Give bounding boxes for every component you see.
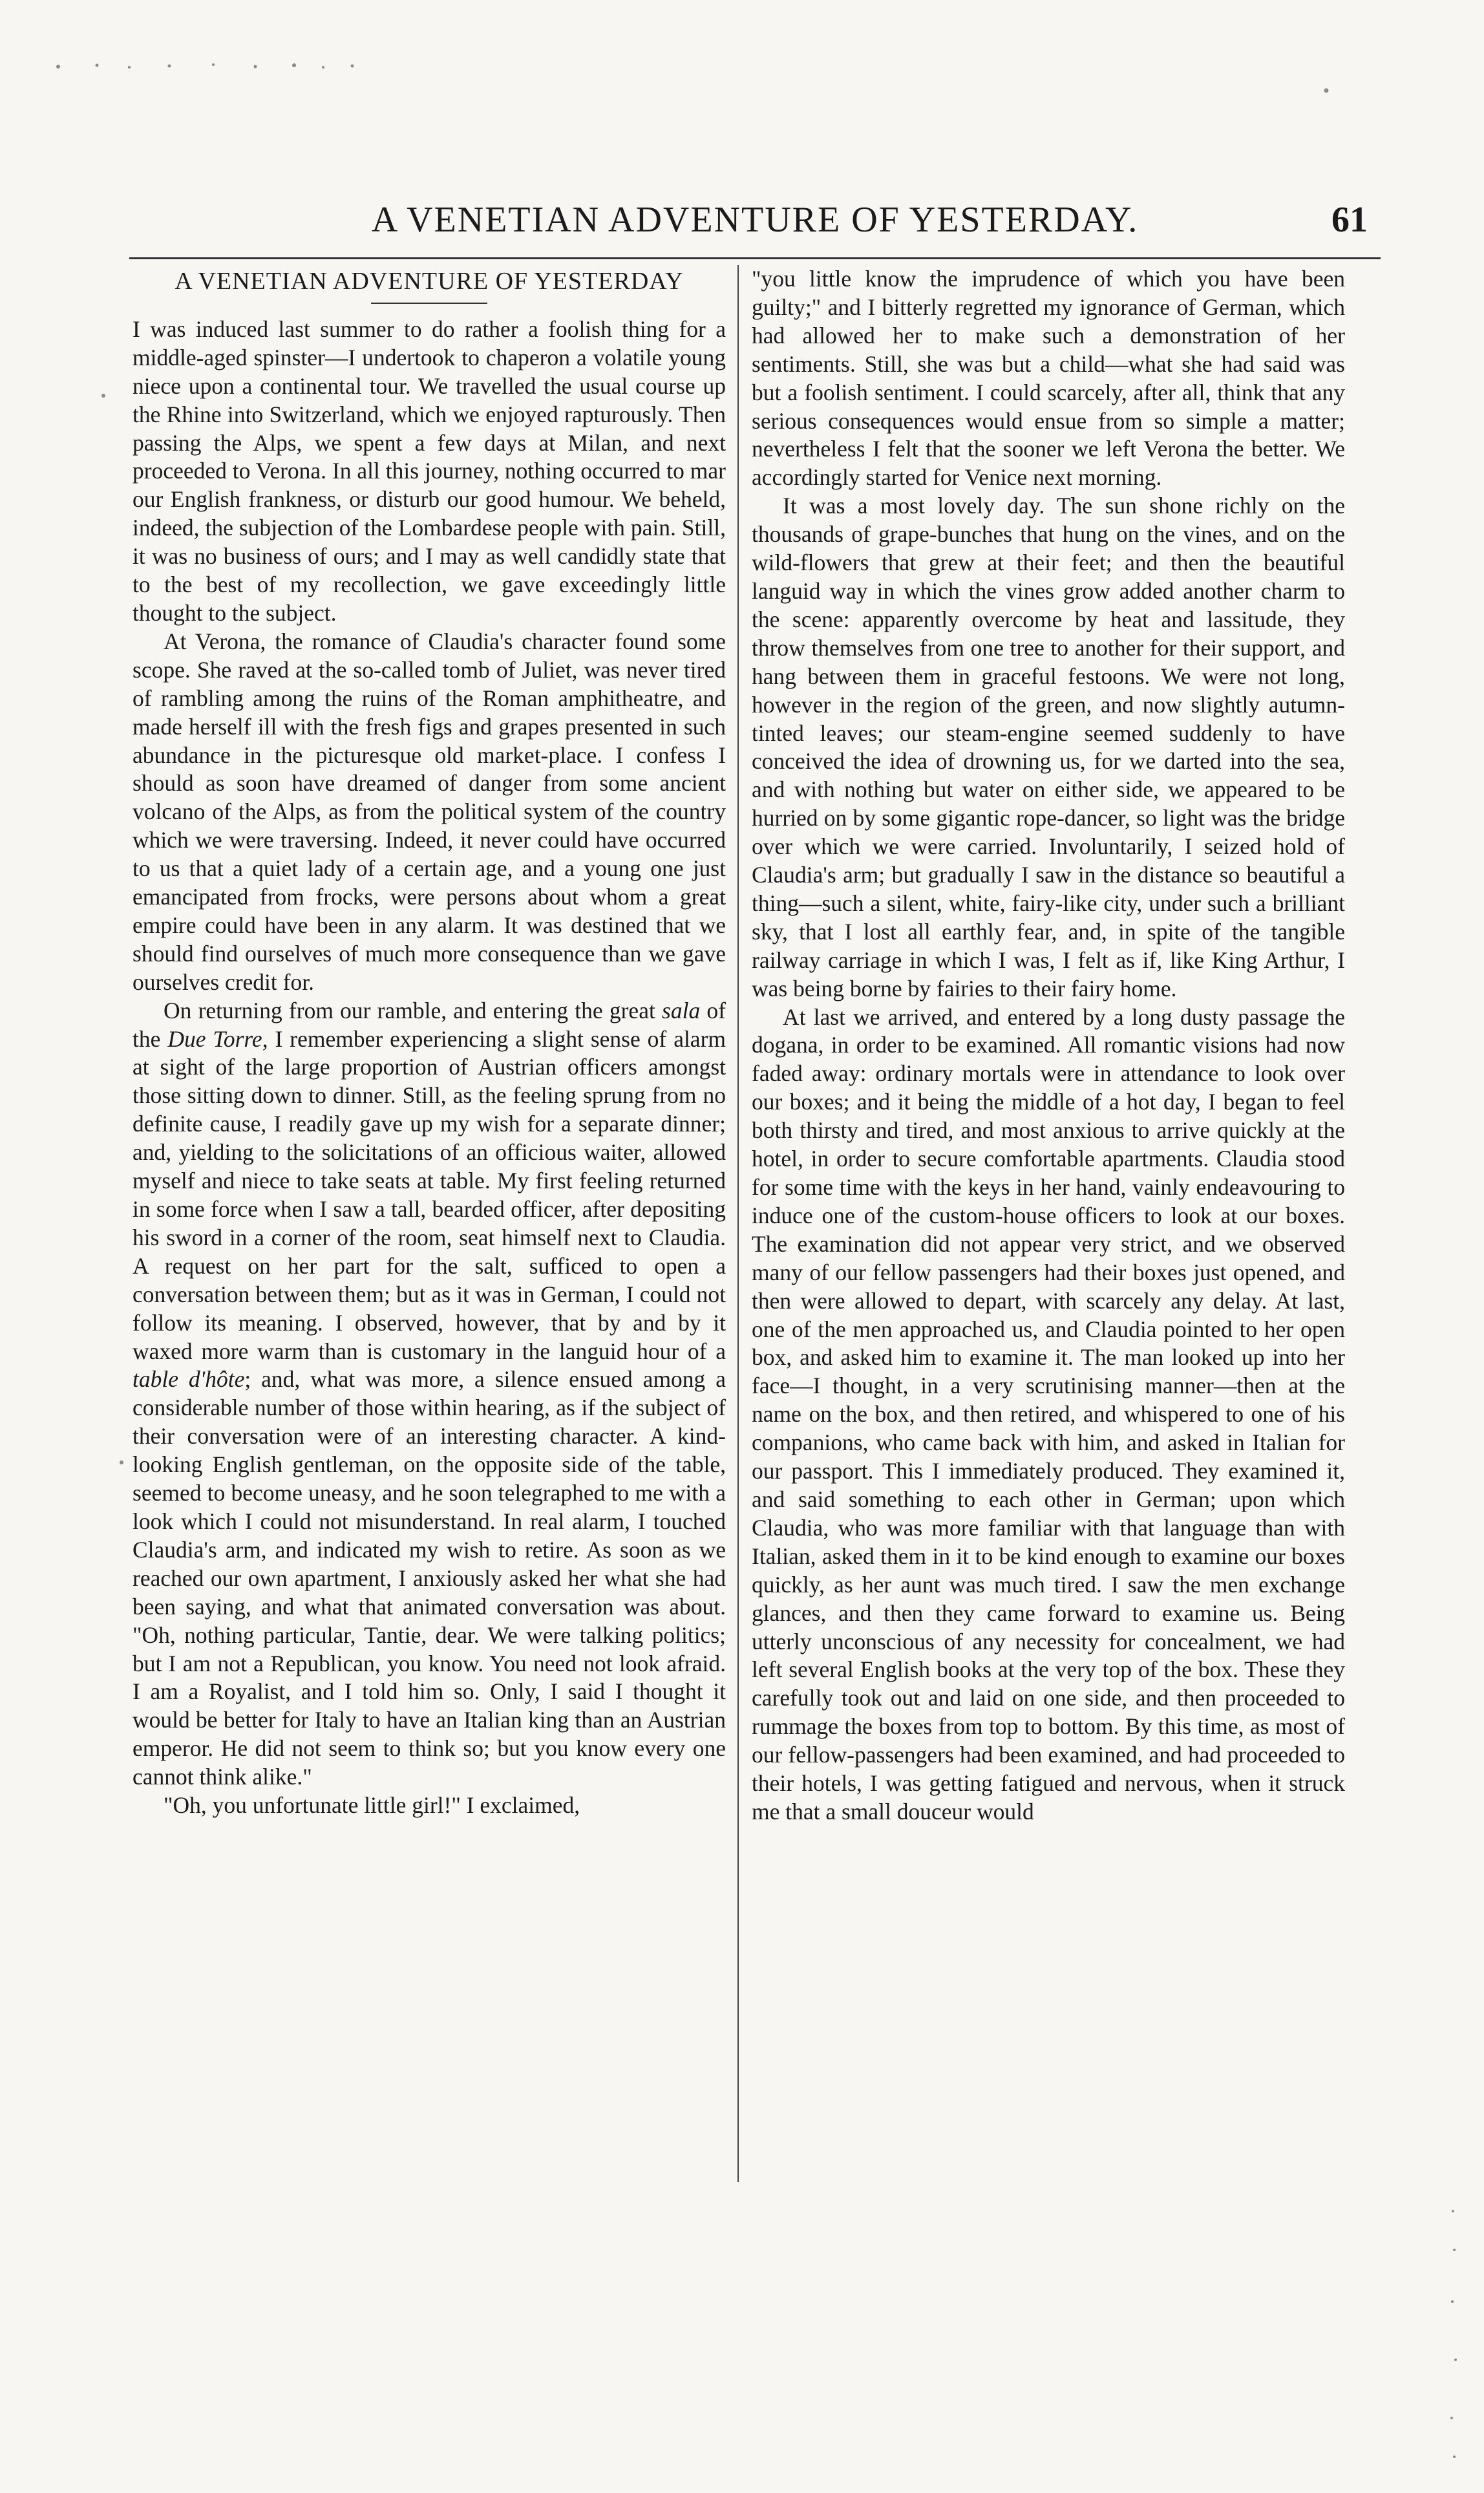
text-run: of the: [132, 997, 726, 1052]
right-column: [752, 265, 1345, 1826]
paragraph: [132, 997, 726, 1792]
paragraph: At last we arrived, and entered by a long dusty passage the dogana, in order to be examined. All romantic visions had now faded away: ordinary mortals were in attendance to look over our boxes; and it being the middle of a hot day, I began to feel both thirsty and tired, and most anxious to arrive quickly at the hotel, in order to secure comfortable apartments. Claudia stood for some time with the keys in her hand, vainly endeavouring to induce one of the custom-house officers to look at our boxes. The examination did not appear very strict, and we observed many of our fellow passengers had their boxes just opened, and then were allowed to depart, with scarcely any delay. At last, one of the men approached us, and Claudia pointed to her open box, and asked him to examine it. The man looked up into her face—I thought, in a very scrutinising manner—then at the name on the box, and then retired, and whispered to one of his companions, who came back with him, and asked in Italian for our passport. This I immediately produced. They examined it, and said something to each other in German; upon which Claudia, who was more familiar with that language than with Italian, asked them in it to be kind enough to examine our boxes quickly, as her aunt was much tired. I saw the men exchange glances, and then they came forward to examine us. Being utterly unconscious of any necessity for concealment, we had left several English books at the very top of the box. These they carefully took out and laid on one side, and then proceeded to rummage the boxes from top to bottom. By this time, as most of our fellow-passengers had been examined, and had proceeded to their hotels, I was getting fatigued and nervous, when it struck me that a small douceur would: [752, 1003, 1345, 1824]
text-run: On returning from our ramble, and entering the great: [164, 997, 662, 1023]
italic-text: sala: [662, 997, 701, 1023]
article-title: A VENETIAN ADVENTURE OF YESTERDAY: [175, 268, 684, 295]
text-run: , I remember experiencing a slight sense of alarm at sight of the large proportion of Austrian officers amongst those sitting down to dinner. Still, as the feeling sprung from no definite cause, I readily gave up my wish for a separate dinner; and, yielding to the solicitations of an officious waiter, allowed myself and niece to take seats at table. My first feeling returned in some force when I saw a tall, bearded officer, after depositing his sword in a corner of the room, seat himself next to Claudia. A request on her part for the salt, sufficed to open a conversation between them; but as it was in German, I could not follow its meaning. I observed, however, that by and by it waxed more warm than is customary in the languid hour of a: [132, 1025, 726, 1364]
column-rule: [737, 265, 739, 2182]
left-column: [132, 265, 726, 1820]
running-title: A VENETIAN ADVENTURE OF YESTERDAY.: [371, 200, 1139, 240]
running-head: [142, 194, 1368, 246]
text-run: ; and, what was more, a silence ensued among a considerable number of those within hearing, as if the subject of their conversation were of an interesting character. A kind-looking English gentleman, on the opposite side of the table, seemed to become uneasy, and he soon telegraphed to me with a look which I could not misunderstand. In real alarm, I touched Claudia's arm, and indicated my wish to retire. As soon as we reached our own apartment, I anxiously asked her what she had been saying, and what that animated conversation was about. "Oh, nothing particular, Tantie, dear. We were talking politics; but I am not a Republican, you know. You need not look afraid. I am a Royalist, and I told him so. Only, I said I thought it would be better for Italy to have an Italian king than an Austrian emperor. He did not seem to think so; but you know every one cannot think alike.": [132, 1366, 726, 1790]
paragraph: "Oh, you unfortunate little girl!" I exclaimed,: [164, 1792, 580, 1819]
italic-text: table d'hôte: [132, 1366, 245, 1393]
paragraph: At Verona, the romance of Claudia's character found some scope. She raved at the so-called tomb of Juliet, was never tired of rambling among the ruins of the Roman amphitheatre, and made herself ill with the fresh figs and grapes presented in such abundance in the picturesque old market-place. I confess I should as soon have dreamed of danger from some ancient volcano of the Alps, as from the political system of the country which we were traversing. Indeed, it never could have occurred to us that a quiet lady of a certain age, and a young one just emancipated from frocks, were persons about whom a great empire could have been in any alarm. It was destined that we should find ourselves of much more consequence than we gave ourselves credit for.: [132, 628, 726, 995]
title-rule: [371, 303, 487, 304]
italic-text: Due Torre: [167, 1025, 262, 1052]
header-rule: [129, 257, 1381, 259]
paragraph: "you little know the imprudence of which you have been guilty;" and I bitterly regretted my ignorance of German, which had allowed her to make such a demonstration of her sentiments. Still, she was but a child—what she had said was but a foolish sentiment. I could scarcely, after all, think that any serious consequences would ensue from so simple a matter; nevertheless I felt that the sooner we left Verona the better. We accordingly started for Venice next morning.: [752, 266, 1345, 491]
paragraph: I was induced last summer to do rather a foolish thing for a middle-aged spinster—I undertook to chaperon a volatile young niece upon a continental tour. We travelled the usual course up the Rhine into Switzerland, which we enjoyed rapturously. Then passing the Alps, we spent a few days at Milan, and next proceeded to Verona. In all this journey, nothing occurred to mar our English frankness, or disturb our good humour. We beheld, indeed, the subjection of the Lombardese people with pain. Still, it was no business of ours; and I may as well candidly state that to the best of my recollection, we gave exceedingly little thought to the subject.: [132, 316, 726, 626]
page-number: 61: [1331, 200, 1368, 240]
paragraph: It was a most lovely day. The sun shone richly on the thousands of grape-bunches that hung on the vines, and on the wild-flowers that grew at their feet; and then the beautiful languid way in which the vines grow added another charm to the scene: apparently overcome by heat and lassitude, they throw themselves from one tree to another for their support, and hang between them in graceful festoons. We were not long, however in the region of the green, and now slightly autumn-tinted leaves; our steam-engine seemed suddenly to have conceived the idea of drowning us, for we darted into the sea, and with nothing but water on either side, we appeared to be hurried on by some gigantic rope-dancer, so light was the bridge over which we were carried. Involuntarily, I seized hold of Claudia's arm; but gradually I saw in the distance so beautiful a thing—such a silent, white, fairy-like city, under such a brilliant sky, that I lost all earthly fear, and, in spite of the tangible railway carriage in which I was, I felt as if, like King Arthur, I was being borne by fairies to their fairy home.: [752, 493, 1345, 1001]
